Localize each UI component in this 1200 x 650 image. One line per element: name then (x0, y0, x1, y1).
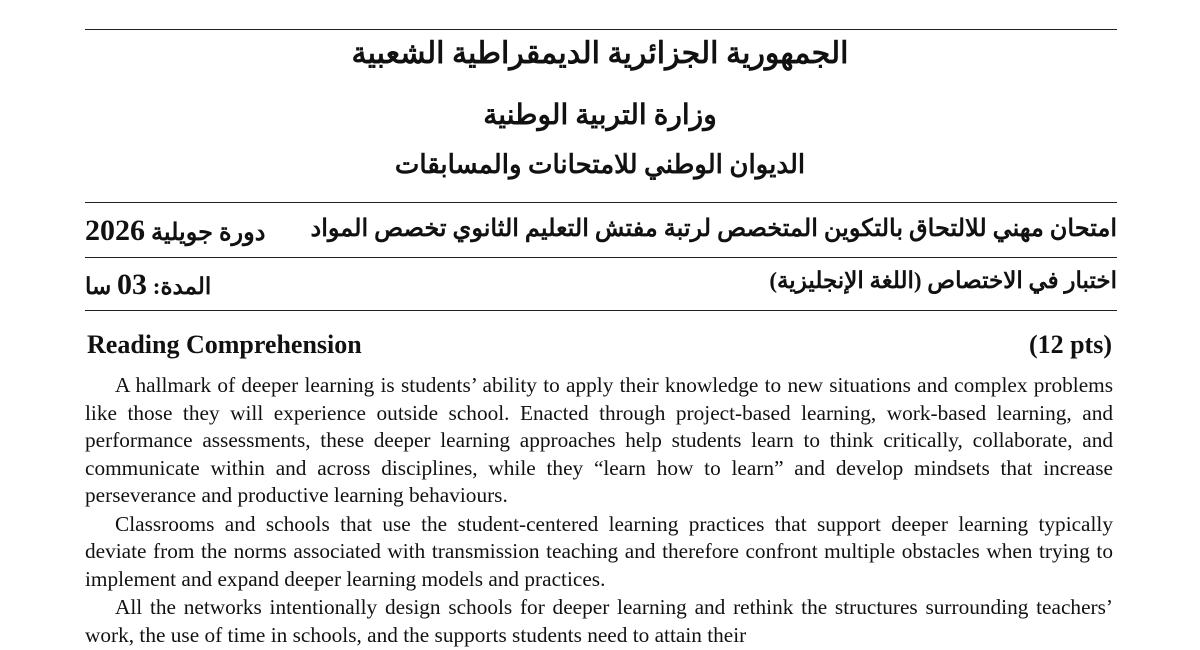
reading-passage (85, 372, 1113, 650)
subject-title: اختبار في الاختصاص (اللغة الإنجليزية) (769, 268, 1117, 293)
subject-line (85, 268, 1117, 308)
exam-title: امتحان مهني للالتحاق بالتكوين المتخصص لرتبة مفتش التعليم الثانوي تخصص المواد (310, 216, 1117, 242)
section-title: Reading Comprehension (87, 330, 362, 359)
passage-paragraph: Classrooms and schools that use the student-centered learning practices that support deeper learning typically deviate from the norms associated with transmission teaching and therefore confront multiple obstacles when trying to implement and expand deeper learning models and practices. (85, 511, 1113, 591)
office-heading: الديوان الوطني للامتحانات والمسابقات (394, 150, 806, 179)
session-year: 2026 (85, 214, 145, 247)
republic-heading: الجمهورية الجزائرية الديمقراطية الشعبية (351, 37, 849, 70)
passage-paragraph: All the networks intentionally design schools for deeper learning and rethink the structures surrounding teachers’ work, the use of time in schools, and the supports students need to attain their (85, 595, 1113, 647)
exam-divider (85, 257, 1117, 258)
section-points: (12 pts) (1028, 330, 1112, 359)
session-label: دورة جويلية (151, 220, 266, 246)
exam-session (85, 214, 265, 248)
header-divider (85, 202, 1117, 203)
subject-divider (85, 310, 1117, 311)
exam-duration (85, 268, 211, 302)
passage-paragraph: A hallmark of deeper learning is students’ ability to apply their knowledge to new situations and complex problems like those they will experience outside school. Enacted through project-based learning, work-based learning, and performance assessments, these deeper learning approaches help students learn to think critically, collaborate, and communicate within and across disciplines, while they “learn how to learn” and develop mindsets that increase perseverance and productive learning behaviours. (85, 373, 1113, 507)
exam-line (85, 214, 1117, 254)
ministry-heading: وزارة التربية الوطنية (483, 100, 717, 131)
duration-unit: سا (85, 274, 112, 299)
duration-label: المدة: (152, 274, 212, 299)
duration-value: 03 (117, 268, 148, 301)
top-rule (85, 29, 1117, 30)
